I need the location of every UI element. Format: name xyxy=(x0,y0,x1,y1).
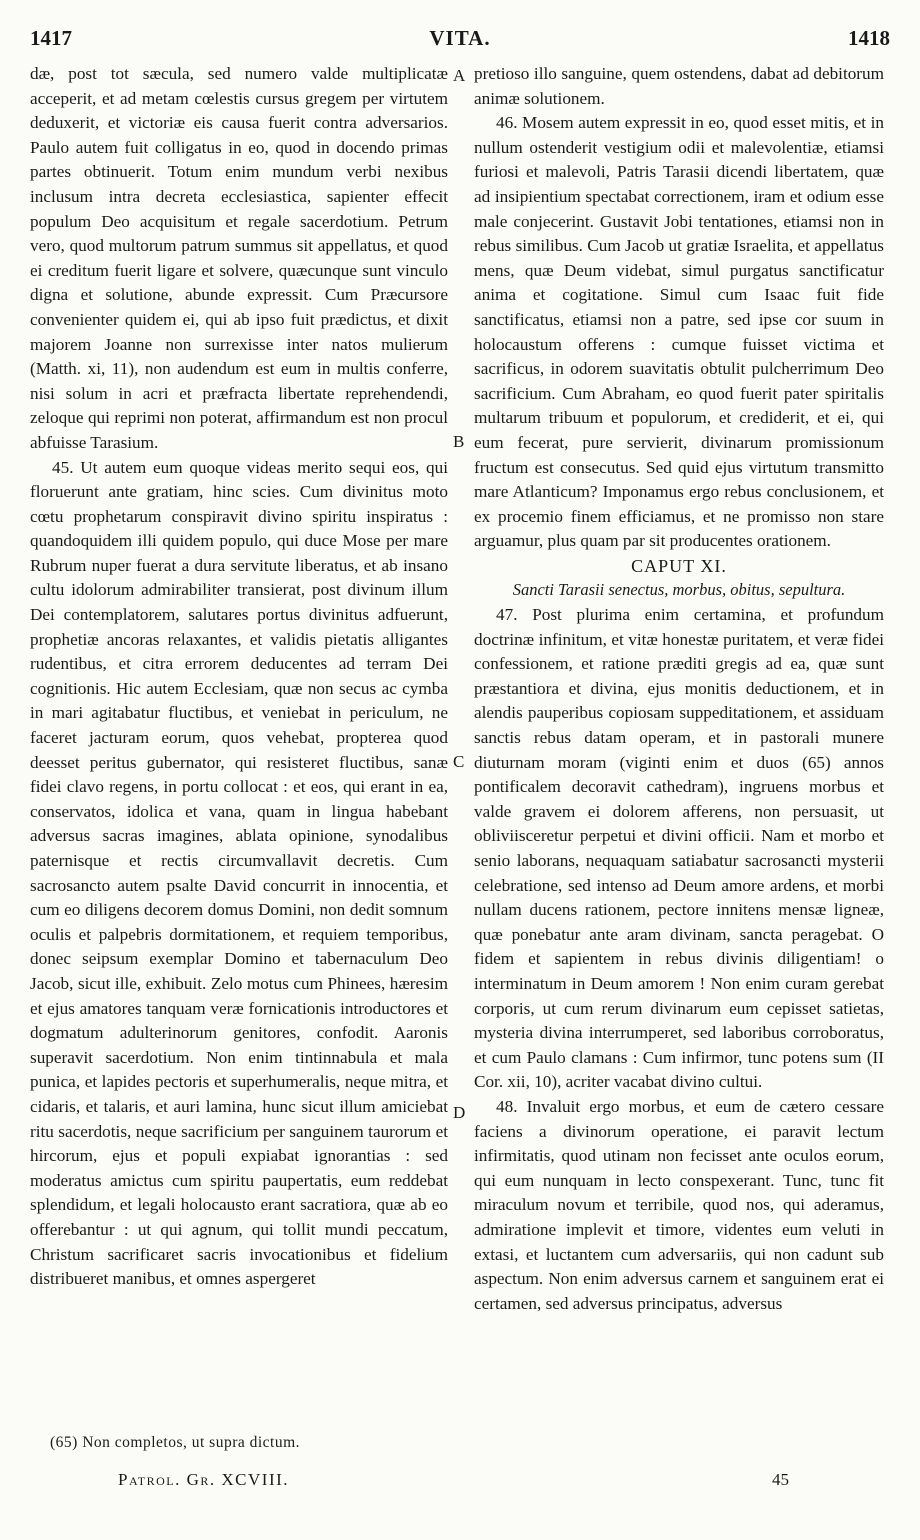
left-column-number: 1417 xyxy=(30,26,72,50)
paragraph-45-continuation: pretioso illo sanguine, quem ostendens, dabat ad debitorum animæ solutionem. xyxy=(474,64,884,108)
margin-letter-b: B xyxy=(453,432,465,451)
running-title: VITA. xyxy=(429,26,491,50)
page-header xyxy=(30,26,890,56)
signature-mark: Patrol. Gr. XCVIII. xyxy=(118,1470,290,1489)
paragraph-48: 48. Invaluit ergo morbus, et eum de cætero cessare faciens a divinorum operatione, ei paravit lectum infirmitatis, quod utinam non fecisset ante oculos eorum, qui eum nunquam in lecto conspexerant. Tunc, tunc fit miraculum novum et terribile, quod nos, qui aderamus, admiratione implevit et timore, videntes eum veluti in extasi, et luctantem cum adversariis, qui non cadunt sub aspectum. Non enim adversus carnem et sanguinem erat ei certamen, sed adversus principatus, adversus xyxy=(474,1096,884,1313)
right-column-number: 1418 xyxy=(848,26,890,50)
margin-letter-c: C xyxy=(453,752,465,771)
margin-letter-a: A xyxy=(453,66,466,85)
paragraph-46: 46. Mosem autem expressit in eo, quod esset mitis, et in nullum ostenderit vestigium odii et malevolentiæ, etiamsi furiosi et malevoli, Patris Tarasii dicendi libertatem, quæ ad insipientium spectabat correctionem, iram et odium esse male conjecerint. Gustavit Jobi tentationes, etiamsi non in rebus similibus. Cum Jacob ut gratiæ Israelita, et appellatus mens, quæ Deum videbat, simul purgatus sanctificatur anima et cogitatione. Simul cum Isaac fuit fide sanctificatus, etiamsi non a patre, sed ipse cor suum in holocaustum offerens : cumque fuisset victima et sacrificus, in odorem suavitatis obtulit pulcherrimum Deo sacrificium. Cum Abraham, eo quod fuerit pater spiritalis multarum tribuum et populorum, et crediderit, et ei, qui eum fecerat, pure servierit, divinarum promissionum fructum est consecutus. Sed quid ejus virtutum transmitto mare Atlanticum? Imponamus ergo rebus conclusionem, et ex procemio finem efficiamus, et ne promisso non stare arguamur, plus quam par sit producentes orationem. xyxy=(474,113,884,551)
paragraph-45: 45. Ut autem eum quoque videas merito sequi eos, qui floruerunt ante gratiam, hinc scies. Cum divinitus moto cœtu prophetarum conspiravit divino spiritu inspiratus : quandoquidem illi quidem populo, qui duce Mose per mare Rubrum nuper fuerat a dura servitute liberatus, et ab insano cultu idolorum admirabiliter transierat, post divinum illum Dei contemplatorem, salutares portus divinitus adfuerunt, prophetiæ ancoras relaxantes, et validis pietatis alligantes rudentibus, et citra errorem deducentes ad terram Dei cognitionis. Hic autem Ecclesiam, quæ non secus ac cymba in mari agitabatur fluctibus, et veniebat in periculum, ne faceret jacturam eorum, quos vehebat, propterea quod deesset peritus gubernator, qui resisteret fluctibus, sanæ fidei clavo regens, in portu collocat : et eos, qui erant in ea, conservatos, idolica et vana, quam in lingua habebant adversus sacras imagines, ablata opinione, synodalibus paternisque et rectis circumvallavit decretis. Cum sacrosancto autem psalte David concurrit in innocentia, et cum eo diligens decorem domus Domini, non dedit somnum oculis et palpebris dormitationem, et requiem temporibus, donec seipsum exemplar Domino et tabernaculum Deo Jacob, sicut ille, exhibuit. Zelo motus cum Phinees, hæresim et ejus amatores tanquam veræ fornicationis introductores et dogmatum adulterinorum genitores, confodit. Aaronis superavit sacerdotium. Non enim tintinnabula et mala punica, et lapides pectoris et superhumeralis, neque mitra, et cidaris, et talaris, et auri lamina, hunc sicut illum amiciebat ritu sacerdotis, neque sacrificium per sanguinem taurorum et hircorum, ejus et populi expiabat ignorantias : sed moderatus amictus cum spiritu paupertatis, eum reddebat splendidum, et legali holocausto erant sacratiora, quæ ab eo offerebantur : ut qui agnum, qui tollit mundi peccatum, Christum sacrificaret sacris invocationibus et fidelium distribueret manibus, et omnes aspergeret xyxy=(30,457,448,1289)
chapter-heading: CAPUT XI. xyxy=(631,555,727,576)
margin-letter-d: D xyxy=(453,1103,466,1122)
paragraph-47: 47. Post plurima enim certamina, et profundum doctrinæ infinitum, et vitæ honestæ puritatem, et veræ fidei confessionem, et ratione præditi gregis ad ea, quæ sunt præstantiora et divina, ejus monitis deductionem, et in alendis pauperibus copiosam suppeditationem, et assiduam sanctis rebus datam operam, et in pastorali munere diuturnam moram (viginti enim et duos (65) annos pontificalem decoravit cathedram), ingruens morbus et valde gravem ei dolorem afferens, non persuasit, ut obliviisceretur perpetui et divini officii. Nam et morbo et senio laborans, nequaquam satiabatur sacrosancti mysterii celebratione, sed intenso ad Deum amore ardens, et morbi nullam ducens rationem, pectore innitens mensæ ligneæ, quæ ponebatur ante aram divinam, sancta peragebat. O fidem et sapientem in rebus divinis diligentiam! o interminatum in Deum amorem ! Non enim curam gerebat corporis, ut cum rerum divinarum eum cepisset satietas, mysteria divina interrumperet, sed laboribus corroboratus, et cum Paulo clamans : Cum infirmor, tunc potens sum (II Cor. xii, 10), acriter vacabat divino cultui. xyxy=(474,605,884,1092)
chapter-subtitle: Sancti Tarasii senectus, morbus, obitus, sepultura. xyxy=(512,580,846,600)
left-column xyxy=(30,62,448,1292)
right-column xyxy=(474,62,884,1316)
footnote: (65) Non completos, ut supra dictum. xyxy=(50,1434,301,1451)
paragraph-44-continuation: dæ, post tot sæcula, sed numero valde multiplicatæ acceperit, et ad metam cœlestis cursus gregem per virtutem deduxerit, et victoriæ eis causa fuerit contra adversarios. Paulo autem fuit colligatus in eo, quod in docendo primas partes obtinuerit. Totum enim mundum verbi nexibus inclusum intra decreta ecclesiastica, sapienter effecit populum Deo acquisitum et regale sacerdotium. Petrum vero, quod multorum patrum summus sit appellatus, et quod ei creditum fuerit ligare et solvere, quæcunque sunt vinculo digna et solutione, abunde expressit. Cum Præcursore convenienter quidem ei, qui ab ipso fuit prædictus, et dixit majorem Joanne non surrexisse inter natos mulierum (Matth. xi, 11), non audendum est eum in multis conferre, nisi solum in acri et præfracta libertate reprehendendi, zeloque qui reprimi non poterat, affirmandum est non procul abfuisse Tarasium. xyxy=(30,64,448,452)
page-number: 45 xyxy=(772,1470,789,1489)
